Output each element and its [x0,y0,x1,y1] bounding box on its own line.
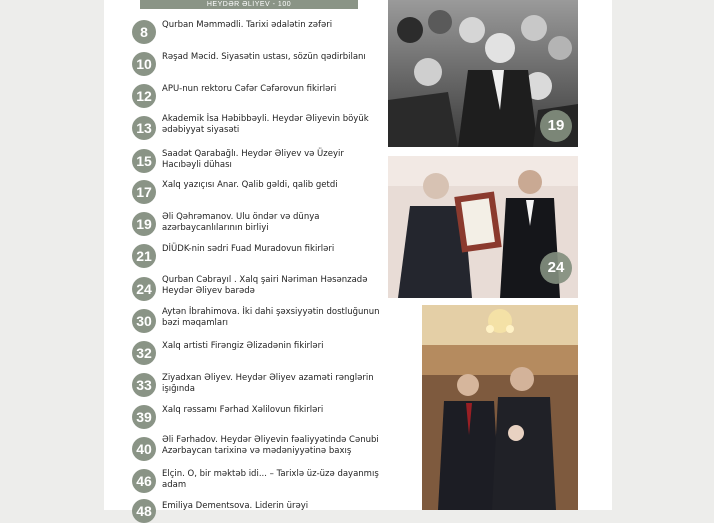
entry-title: Ziyadxan Əliyev. Heydər Əliyev azaməti rənglərin işığında [162,373,374,394]
magazine-page [104,0,612,519]
entry-title: APU-nun rektoru Cəfər Cəfərovun fikirləri [162,84,337,94]
page-number-badge: 48 [132,499,156,523]
photo-page-badge: 24 [540,252,572,284]
entry-title: Aytən İbrahimova. İki dahi şəxsiyyətin dostluğunun bəzi məqamları [162,307,380,328]
table-of-contents [104,0,384,519]
page-number-badge: 12 [132,84,156,108]
entry-title: Xalq artisti Firəngiz Əlizadənin fikirləri [162,341,324,351]
entry-title: Rəşad Məcid. Siyasətin ustası, sözün qədirbilanı [162,52,366,62]
page-number-badge: 15 [132,149,156,173]
page-number-badge: 33 [132,373,156,397]
page-number-badge: 13 [132,116,156,140]
entry-title: Emiliya Dementsova. Liderin ürəyi [162,501,309,511]
page-number-badge: 24 [132,277,156,301]
entry-title: Qurban Cəbrayıl . Xalq şairi Nəriman Həsənzadə Heydər Əliyev barədə [162,275,368,296]
crowd-photo [388,0,578,147]
entry-title: Qurban Məmmədli. Tarixi ədalətin zəfəri [162,20,333,30]
entry-title: Əli Fərhadov. Heydər Əliyevin fəaliyyətində Cənubi Azərbaycan tarixinə və mədəniyyətinə baxış [162,435,379,456]
page-number-badge: 30 [132,309,156,333]
award-photo [388,156,578,298]
entry-title: Xalq yazıçısı Anar. Qalib gəldi, qalib getdi [162,180,338,190]
entry-title: Elçin. O, bir məktəb idi... – Tarixlə üz-üzə dayanmış adam [162,469,379,490]
entry-title: Akademik İsa Həbibbəyli. Heydər Əliyevin böyük ədəbiyyat siyasəti [162,114,369,135]
page-number-badge: 46 [132,469,156,493]
page-number-badge: 39 [132,405,156,429]
section-header: HEYDƏR ƏLİYEV - 100 [140,0,358,9]
entry-title: Saadət Qarabağlı. Heydər Əliyev və Üzeyir Hacıbəyli dühası [162,149,344,170]
portrait-photo-image [422,305,578,510]
portrait-photo [422,305,578,510]
page-number-badge: 21 [132,244,156,268]
page-number-badge: 8 [132,20,156,44]
entry-title: Xalq rəssamı Fərhad Xəlilovun fikirləri [162,405,324,415]
page-number-badge: 17 [132,180,156,204]
photo-page-badge: 19 [540,110,572,142]
page-number-badge: 32 [132,341,156,365]
entry-title: DİÜDK-nin sədri Fuad Muradovun fikirləri [162,244,335,254]
page-number-badge: 19 [132,212,156,236]
entry-title: Əli Qəhrəmanov. Ulu öndər və dünya azərbaycanlılarının birliyi [162,212,320,233]
page-number-badge: 10 [132,52,156,76]
page-number-badge: 40 [132,437,156,461]
